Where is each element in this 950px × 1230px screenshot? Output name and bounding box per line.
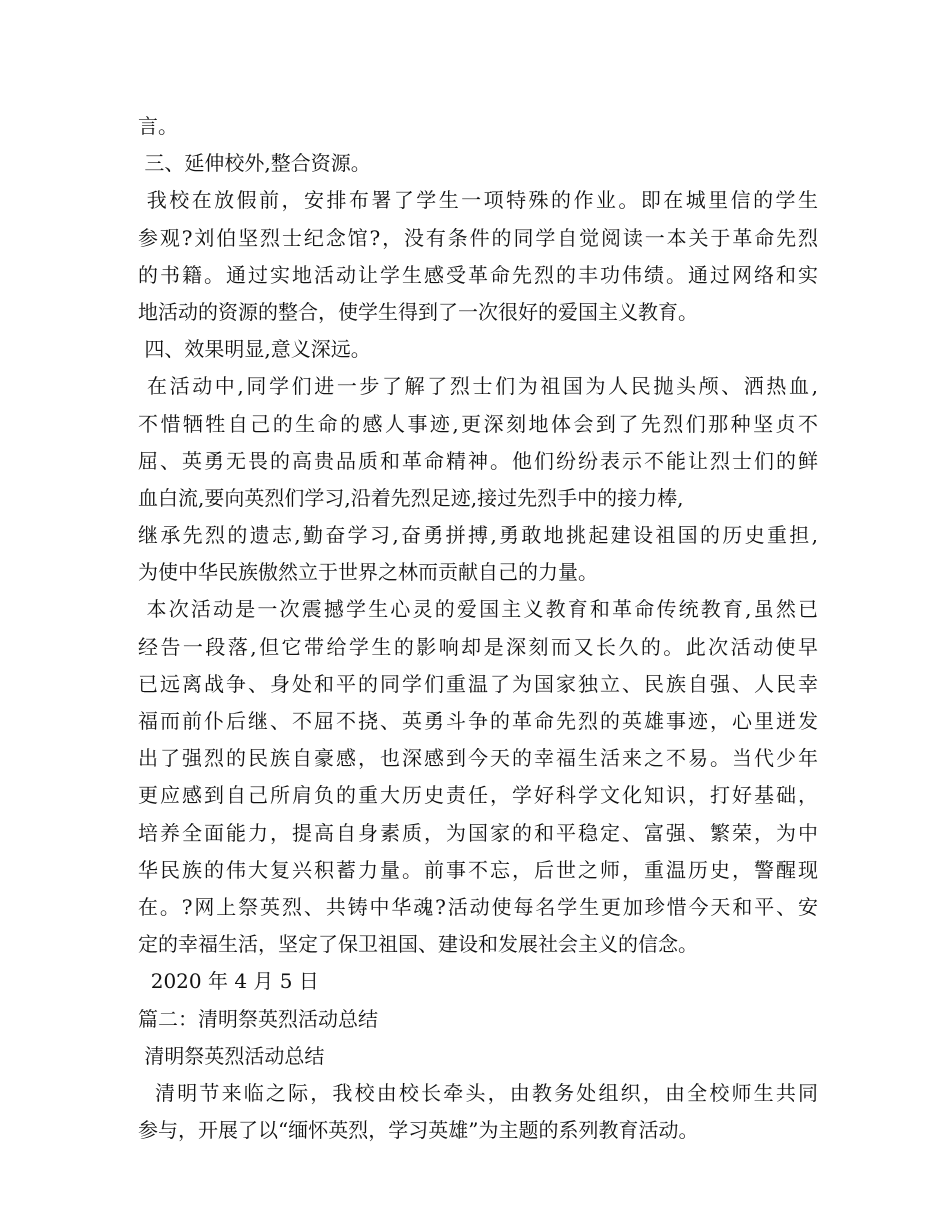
text-line: 我校在放假前，安排布署了学生一项特殊的作业。即在城里信的学生 (138, 188, 818, 213)
text-line: 为使中华民族傲然立于世界之林而贡献自己的力量。 (138, 560, 598, 585)
text-line: 华民族的伟大复兴积蓄力量。前事不忘，后世之师，重温历史，警醒现 (138, 857, 818, 882)
text-line: 参观?刘伯坚烈士纪念馆?，没有条件的同学自觉阅读一本关于革命先烈 (138, 225, 818, 250)
text-line: 福而前仆后继、不屈不挠、英勇斗争的革命先烈的英雄事迹，心里迸发 (138, 709, 818, 733)
document-page (138, 108, 818, 1149)
text-line: 在。?网上祭英烈、共铸中华魂?活动使每名学生更加珍惜今天和平、安 (138, 894, 818, 919)
article-title: 清明祭英烈活动总结 (138, 1043, 325, 1068)
text-line: 经告一段落,但它带给学生的影响却是深刻而又长久的。此次活动使早 (138, 634, 818, 659)
section-heading: 三、延伸校外,整合资源。 (138, 151, 371, 176)
text-line: 血白流,要向英烈们学习,沿着先烈足迹,接过先烈手中的接力棒, (138, 485, 684, 510)
text-line: 地活动的资源的整合，使学生得到了一次很好的爱国主义教育。 (138, 299, 698, 324)
text-line: 在活动中,同学们进一步了解了烈士们为祖国为人民抛头颅、洒热血, (138, 374, 818, 399)
section-heading: 四、效果明显,意义深远。 (138, 337, 371, 362)
text-line: 屈、英勇无畏的高贵品质和革命精神。他们纷纷表示不能让烈士们的鲜 (138, 448, 818, 473)
date-line: 2020 年 4 月 5 日 (138, 969, 319, 994)
text-line: 培养全面能力，提高自身素质，为国家的和平稳定、富强、繁荣，为中 (138, 820, 818, 845)
article-heading: 篇二：清明祭英烈活动总结 (138, 1006, 378, 1031)
text-line: 出了强烈的民族自豪感，也深感到今天的幸福生活来之不易。当代少年 (138, 746, 818, 771)
text-line: 参与，开展了以“缅怀英烈，学习英雄”为主题的系列教育活动。 (138, 1118, 699, 1143)
text-line: 不惜牺牲自己的生命的感人事迹,更深刻地体会到了先烈们那种坚贞不 (138, 411, 818, 436)
text-line: 定的幸福生活，坚定了保卫祖国、建设和发展社会主义的信念。 (138, 932, 698, 957)
text-line: 更应感到自己所肩负的重大历史责任，学好科学文化知识，打好基础， (138, 783, 818, 808)
text-line: 继承先烈的遗志,勤奋学习,奋勇拼搏,勇敢地挑起建设祖国的历史重担, (138, 523, 818, 548)
text-line: 言。 (138, 114, 178, 138)
text-line: 已远离战争、身处和平的同学们重温了为国家独立、民族自强、人民幸 (138, 671, 818, 696)
text-line: 本次活动是一次震撼学生心灵的爱国主义教育和革命传统教育,虽然已 (138, 597, 818, 622)
text-line: 清明节来临之际，我校由校长牵头，由教务处组织，由全校师生共同 (138, 1080, 818, 1105)
text-line: 的书籍。通过实地活动让学生感受革命先烈的丰功伟绩。通过网络和实 (138, 262, 818, 287)
